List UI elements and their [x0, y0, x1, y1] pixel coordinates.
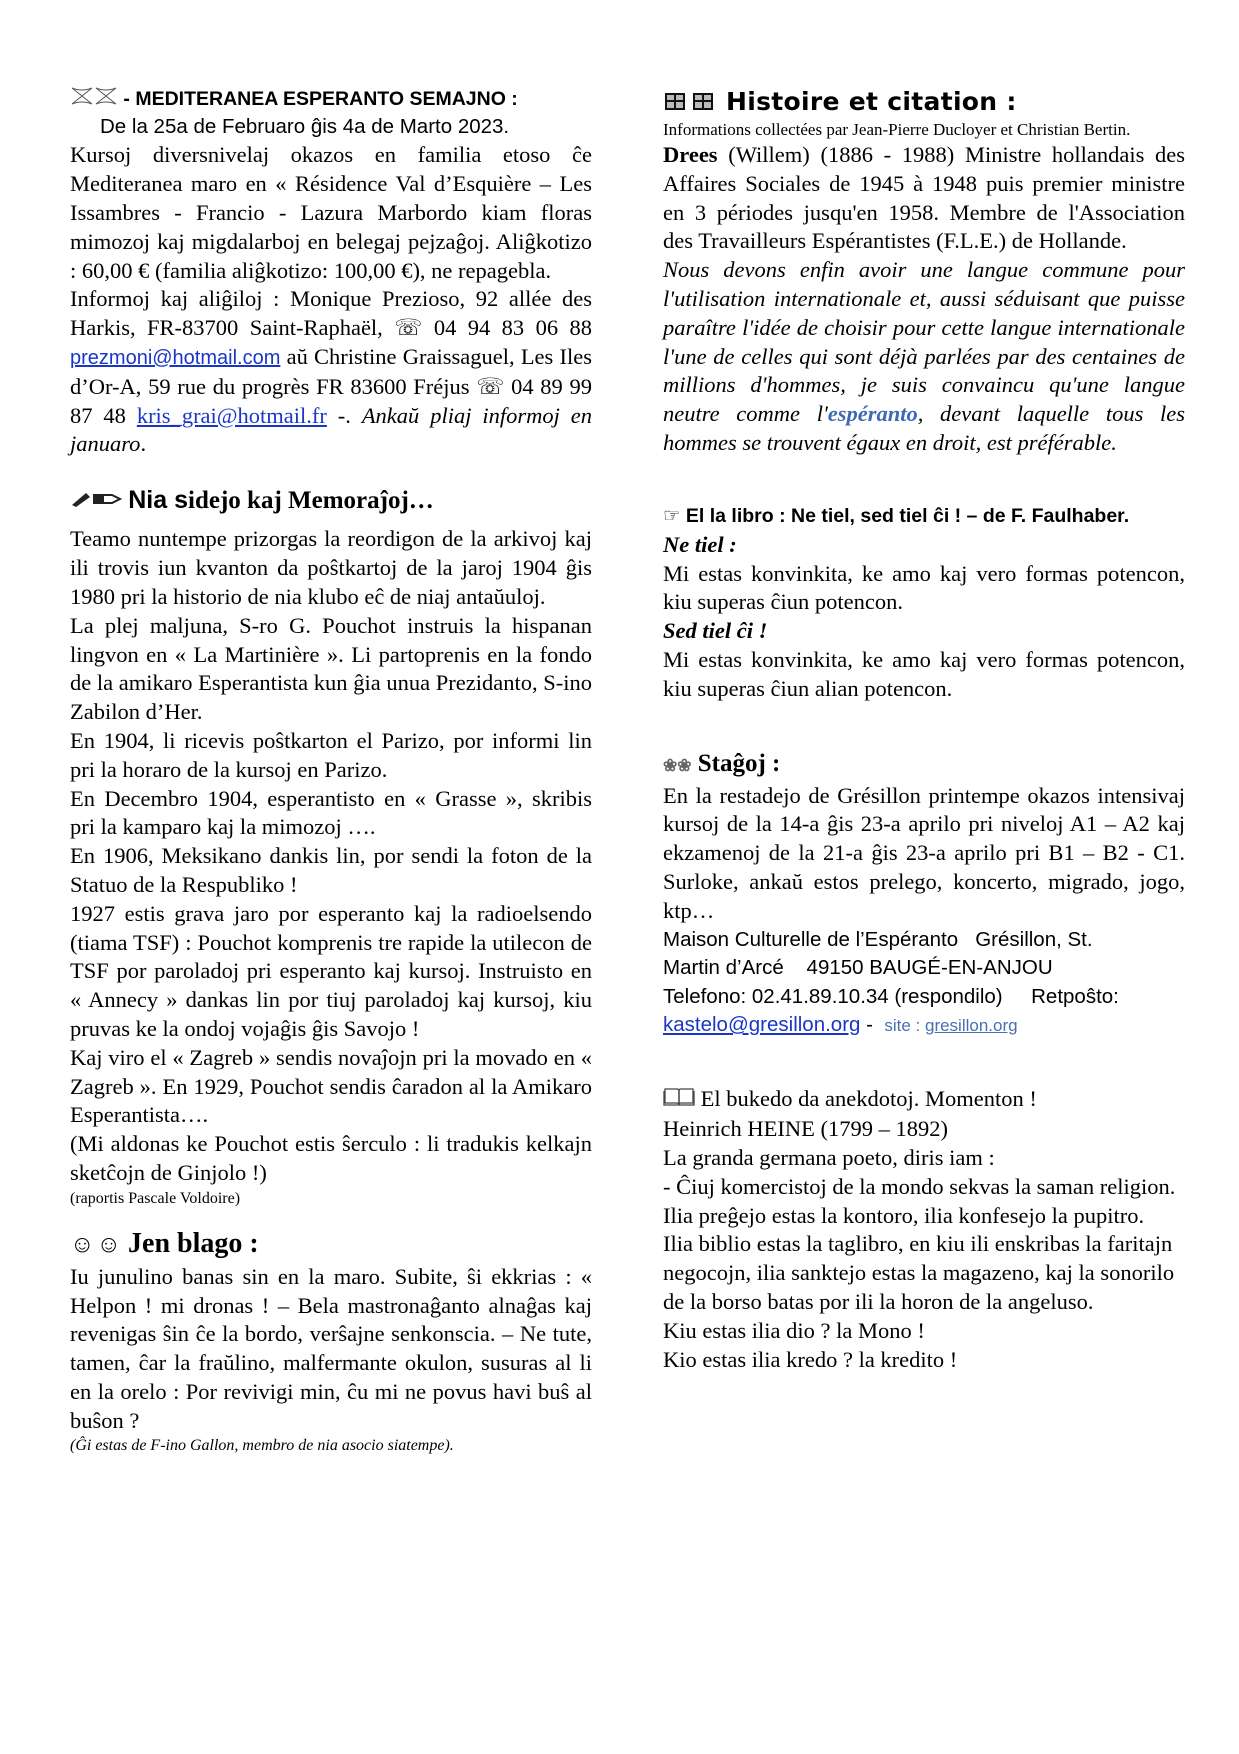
- section-memorajoj: [70, 483, 592, 1210]
- histoire-heading: Histoire et citation :: [663, 86, 1185, 119]
- telephone-icon: ☏: [394, 315, 423, 341]
- libro-heading: ☞ El la libro : Ne tiel, sed tiel ĉi ! – de F. Faulhaber.: [663, 504, 1130, 527]
- semajno-contact: Informoj kaj aliĝiloj : Monique Prezioso, 92 allée des Harkis, FR-83700 Saint-Raphaël, ☏ 04 94 83 06 88 prezmoni@hotmail.com aŭ Christine Graissaguel, Les Iles d’Or-A, 59 rue du progrès FR 83600 Fréjus ☏ 04 89 99 87 48 kris_grai@hotmail.fr -. Ankaŭ pliaj informoj en januaro.: [70, 286, 593, 457]
- section-jen-blago: [70, 1226, 592, 1458]
- bukedo-line: Ilia preĝejo estas la kontoro, ilia konfesejo la pupitro.: [663, 1202, 1145, 1228]
- bukedo-author: Heinrich HEINE (1799 – 1892): [663, 1116, 948, 1142]
- open-book-icon: [663, 1085, 695, 1115]
- stagoj-body: En la restadejo de Grésillon printempe okazos intensivaj kursoj de la 14-a ĝis 23-a aprilo pri niveloj A1 – A2 kaj ekzamenoj de la 21-a ĝis 23-a aprilo pri B1 – B2 - C1. Surloke, ankaŭ estos prelego, koncerto, migrado, jogo, ktp…: [663, 782, 1185, 923]
- jen-blago-credit: (Ĝi estas de F-ino Gallon, membro de nia asocio siatempe).: [70, 1437, 454, 1455]
- pencil-icon: [70, 485, 122, 519]
- memorajoj-paragraph: En 1904, li ricevis poŝtkarton el Parizo, por informi lin pri la horaro de la kursoj en Parizo.: [70, 727, 592, 782]
- ornament-butterfly-icon: [70, 86, 118, 113]
- bukedo-line: Kio estas ilia kredo ? la kredito !: [663, 1346, 958, 1372]
- histoire-quote: Nous devons enfin avoir une langue commune pour l'utilisation internationale et, aussi séduisant que puisse paraître l'idée de choisir pour cette langue internationale l'une de celles qui sont déjà parlées par des centaines de millions d'hommes, je suis convaincu qu'une langue neutre comme l'espéranto, devant laquelle tous les hommes se trouvent égaux en droit, est préférable.: [663, 257, 1185, 455]
- left-column: [70, 86, 592, 1457]
- site-link-gresillon[interactable]: gresillon.org: [924, 1016, 1018, 1036]
- bukedo-line: Ilia biblio estas la taglibro, en kiu ili enskribas la faritajn negocojn, ilia sanktejo estas la magazeno, kaj la sonorilo de la borso batas por ili la horon de la angeluso.: [663, 1231, 1175, 1315]
- jen-blago-heading: ☺ ☺ Jen blago :: [70, 1227, 259, 1259]
- bukedo-line: - Ĉiuj komercistoj de la mondo sekvas la saman religion.: [663, 1173, 1176, 1199]
- memorajoj-paragraph: La plej maljuna, S-ro G. Pouchot instruis la hispanan lingvon en « La Martinière ». Li partoprenis en la fondo de la amikaro Esperantista kun ĝia unua Prezidanto, S-ino Zabilon d’Her.: [70, 612, 592, 725]
- telephone-icon: ☏: [476, 373, 505, 399]
- memorajoj-paragraph: Teamo nuntempe prizorgas la reordigon de la arkivoj kaj ili trovis iun kvanton da poŝtkartoj de la jaroj 1904 ĝis 1980 pri la historio de nia klubo eĉ de niaj antaŭuloj.: [70, 526, 592, 609]
- email-link-kris-grai[interactable]: kris_grai@hotmail.fr: [136, 402, 327, 428]
- libro-text-1: Mi estas konvinkita, ke amo kaj vero formas potencon, kiu superas ĉiun potencon.: [663, 560, 1185, 615]
- section-stagoj: [663, 748, 1185, 1041]
- jen-blago-body: Iu junulino banas sin en la maro. Subite, ŝi ekkrias : « Helpon ! mi dronas ! – Bela mastronaĝanto alnaĝas kaj revenigas ŝin ĉe la bordo, verŝajne senkonscia. – Ne tute, tamen, ĉar la fraŭlino, malfermante okulon, susuras al li en la orelo : Por revivigi min, ĉu mi ne povus havi buŝ al buŝon ?: [70, 1263, 592, 1433]
- section-bukedo: [663, 1085, 1185, 1375]
- email-link-kastelo[interactable]: kastelo@gresillon.org: [663, 1013, 861, 1037]
- memorajoj-paragraph: (Mi aldonas ke Pouchot estis ŝerculo : li tradukis kelkajn sketĉojn de Ginjolo !): [70, 1131, 592, 1185]
- bukedo-line: La granda germana poeto, diris iam :: [663, 1145, 995, 1171]
- email-link-prezmoni[interactable]: prezmoni@hotmail.com: [70, 346, 281, 369]
- memorajoj-paragraph: En Decembro 1904, esperantisto en « Grasse », skribis pri la kamparo kaj la mimozoj ….: [70, 785, 592, 840]
- pointing-hand-icon: ☞: [663, 504, 681, 527]
- memorajoj-paragraph: Kaj viro el « Zagreb » sendis novaĵojn pri la movado en « Zagreb ». En 1929, Pouchot sendis ĉaradon al la Amikaro Esperantista….: [70, 1044, 592, 1128]
- memorajoj-credit: (raportis Pascale Voldoire): [70, 1189, 241, 1207]
- histoire-byline: Informations collectées par Jean-Pierre Ducloyer et Christian Bertin.: [663, 120, 1131, 139]
- memorajoj-paragraph: En 1906, Meksikano dankis lin, por sendi la foton de la Statuo de la Respubliko !: [70, 843, 592, 897]
- histoire-bio: Drees (Willem) (1886 - 1988) Ministre hollandais des Affaires Sociales de 1945 à 1948 puis premier ministre en 3 périodes jusqu'en 1958. Membre de l'Association des Travailleurs Espérantistes (F.L.E.) de Hollande.: [663, 142, 1185, 254]
- semajno-dates: De la 25a de Februaro ĝis 4a de Marto 2023.: [100, 115, 510, 139]
- right-column: [663, 86, 1185, 1374]
- memorajoj-heading: Nia sidejo kaj Memoraĵoj…: [70, 483, 592, 519]
- esperanto-highlight: espéranto: [827, 401, 918, 427]
- stagoj-phone: Telefono: 02.41.89.10.34 (respondilo) Retpoŝto:: [663, 984, 1119, 1008]
- flower-icon: ❀❀: [663, 755, 692, 775]
- window-icon: [663, 87, 717, 119]
- smiley-icon: ☺ ☺: [70, 1231, 122, 1258]
- section-libro: [663, 502, 1185, 704]
- bukedo-heading: El bukedo da anekdotoj. Momenton !: [663, 1085, 1185, 1116]
- section-histoire: [663, 86, 1185, 458]
- memorajoj-paragraph: 1927 estis grava jaro por esperanto kaj la radioelsendo (tiama TSF) : Pouchot komprenis tre rapide la utilecon de TSF por paroladoj pri esperanto kaj kursoj. Instruisto en « Annecy » dankas lin por tiuj paroladoj kaj kursoj, kiu pruvas ke la ondoj vojaĝis ĝis Savojo !: [70, 900, 592, 1041]
- libro-text-2: Mi estas konvinkita, ke amo kaj vero formas potencon, kiu superas ĉiun alian potencon.: [663, 646, 1185, 701]
- semajno-body: Kursoj diversnivelaj okazos en familia etoso ĉe Mediteranea maro en « Résidence Val d’Esquière – Les Issambres - Francio - Lazura Marbordo kiam floras mimozoj kaj migdalarboj en belegaj pejzaĝoj. Aliĝkotizo : 60,00 € (familia aliĝkotizo: 100,00 €), ne repagebla.: [70, 142, 592, 283]
- stagoj-address-1: Maison Culturelle de l’Espéranto Grésillon, St.: [663, 927, 1093, 951]
- stagoj-heading: ❀❀ Staĝoj :: [663, 749, 781, 777]
- libro-sub-ne-tiel: Ne tiel :: [663, 531, 737, 557]
- bukedo-line: Kiu estas ilia dio ? la Mono !: [663, 1317, 925, 1343]
- libro-sub-sed-tiel: Sed tiel ĉi !: [663, 618, 768, 644]
- stagoj-address-2: Martin d’Arcé 49150 BAUGÉ-EN-ANJOU: [663, 956, 1053, 980]
- stagoj-links: kastelo@gresillon.org - site : gresillon.org: [663, 1013, 1018, 1037]
- semajno-heading: - MEDITERANEA ESPERANTO SEMAJNO :: [70, 86, 592, 113]
- section-semajno: [70, 86, 592, 459]
